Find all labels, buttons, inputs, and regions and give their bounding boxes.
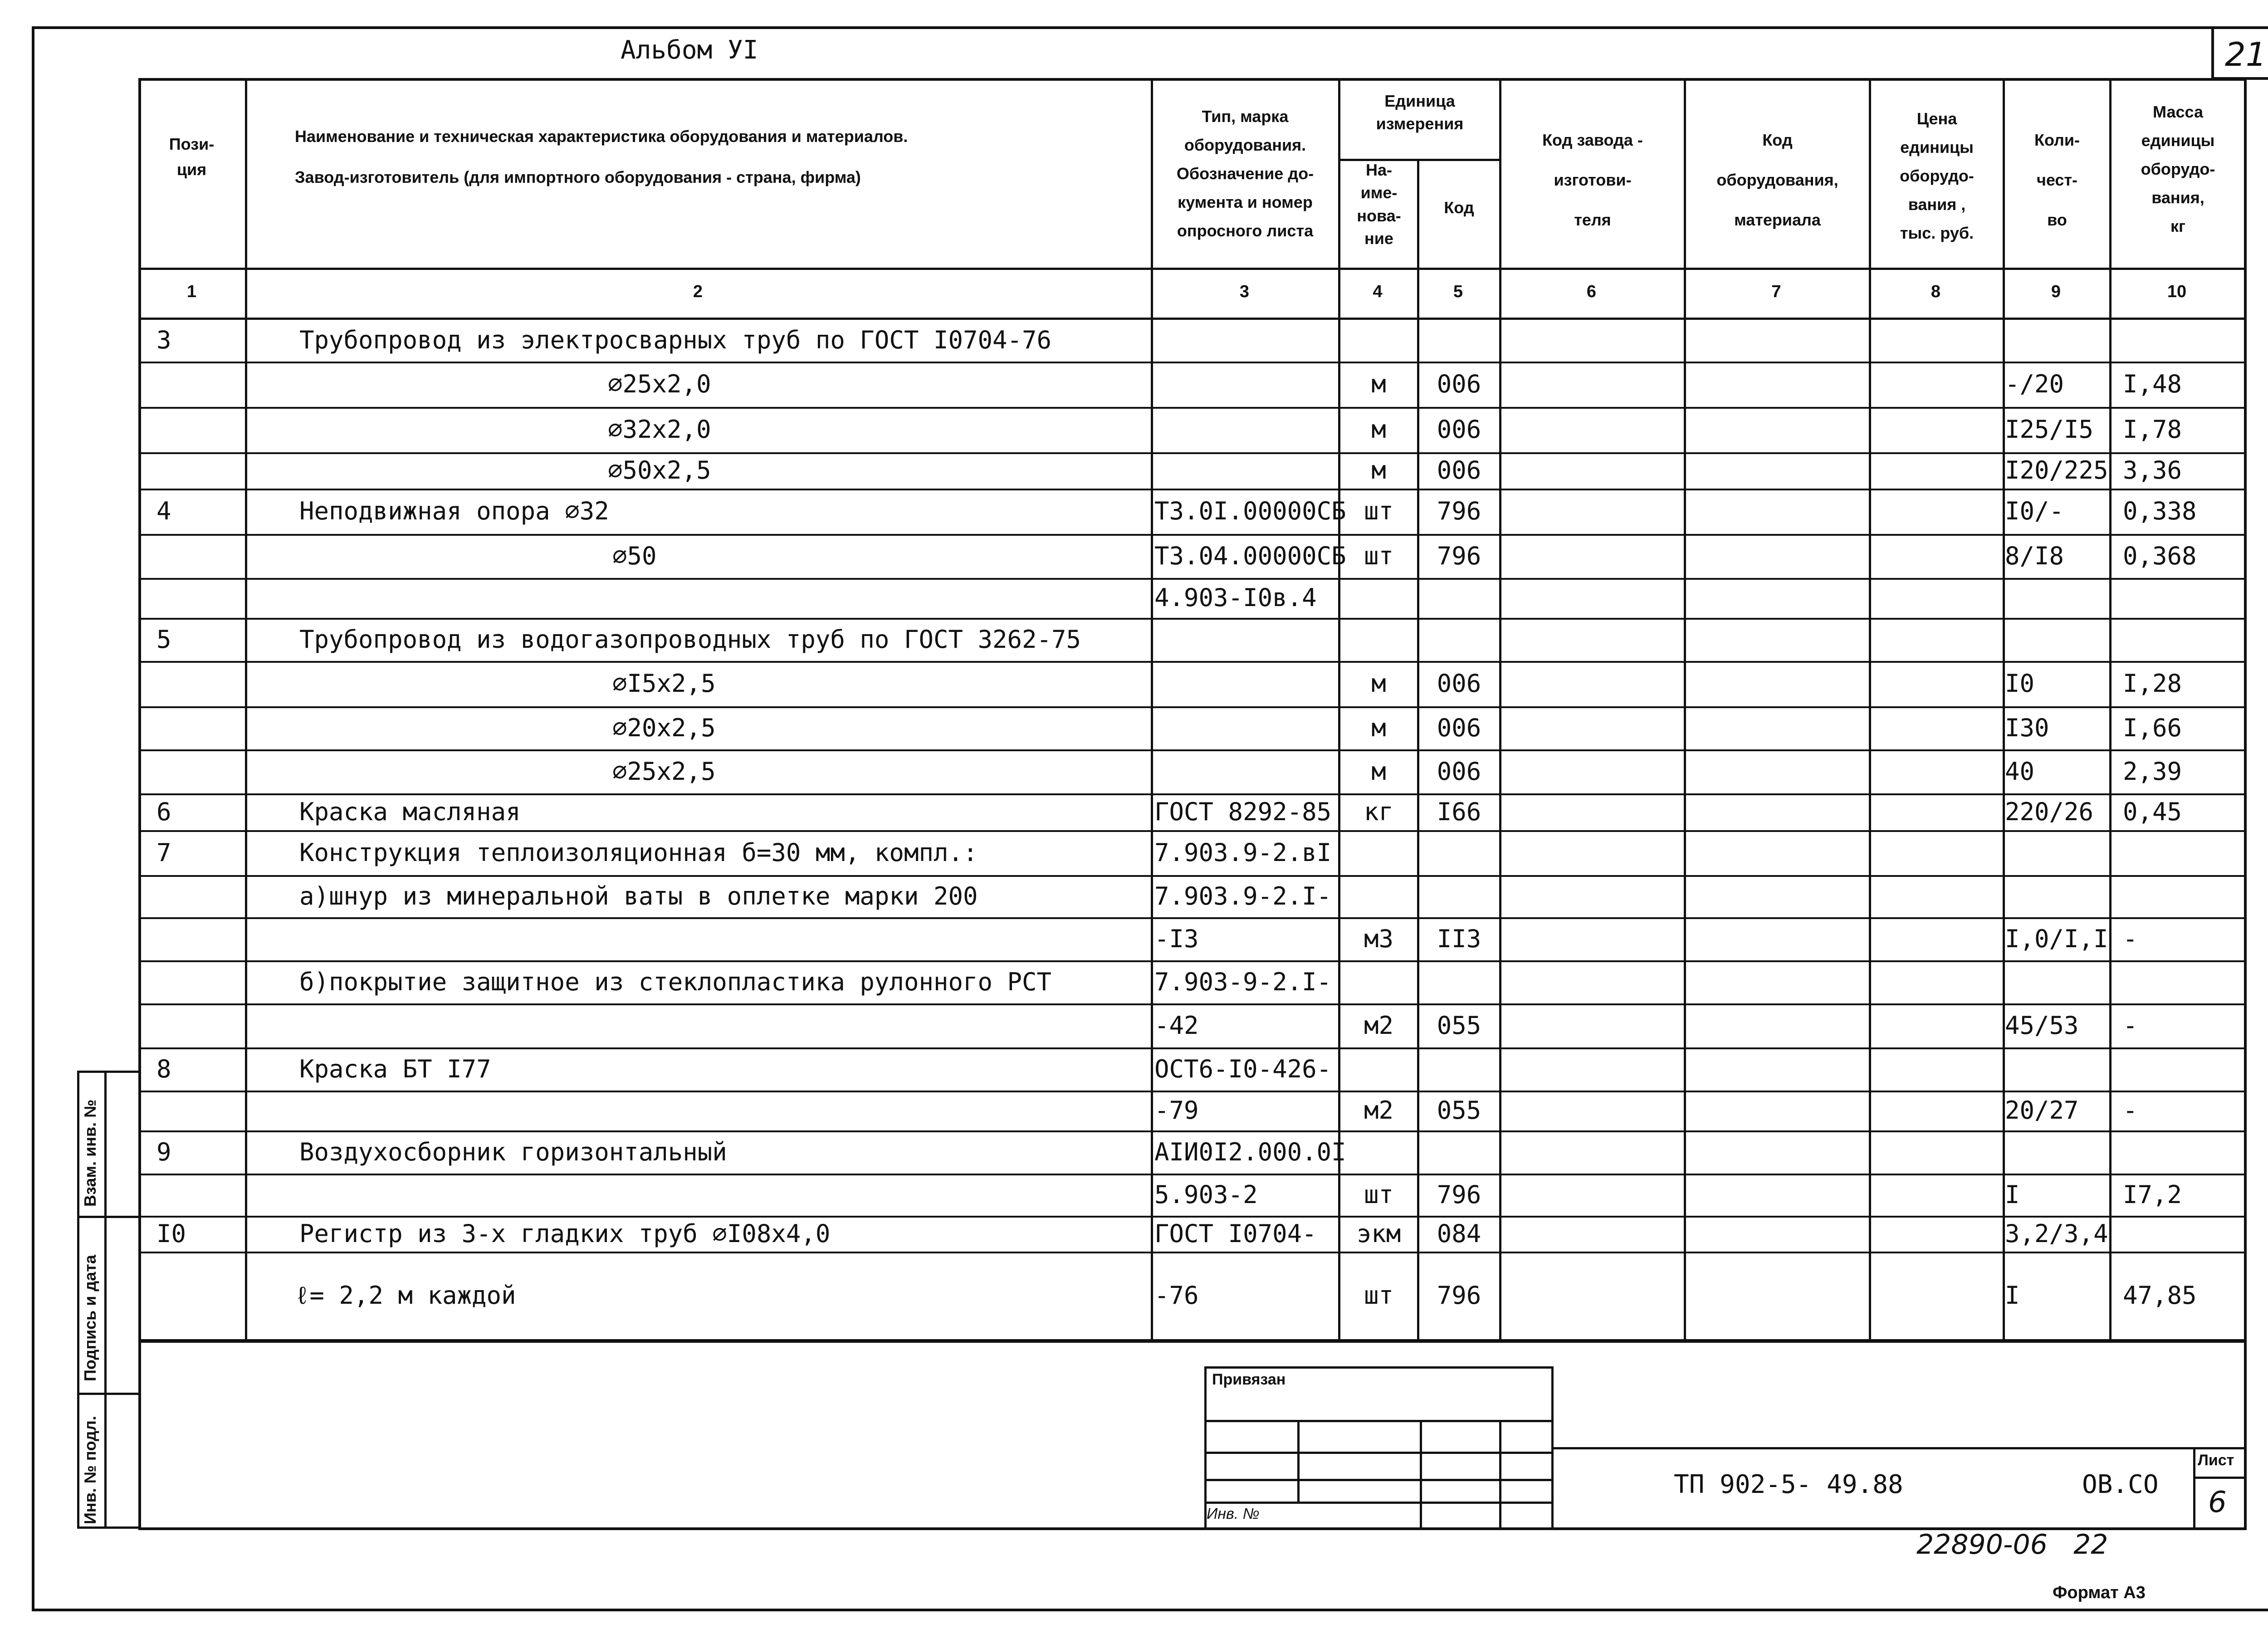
cell-mass: 47,85 bbox=[2123, 1281, 2197, 1310]
doc-code: ТП 902-5- 49.88 bbox=[1674, 1470, 1903, 1499]
cell-type: Т3.04.00000СБ bbox=[1154, 541, 1346, 570]
cell-mass: 0,368 bbox=[2123, 541, 2197, 570]
cell-qty: 40 bbox=[2005, 757, 2035, 786]
cell-pos: 5 bbox=[156, 625, 171, 654]
cell-pos: I0 bbox=[156, 1219, 186, 1248]
cell-type: 7.903-9-2.I- bbox=[1154, 967, 1332, 996]
cell-pos: 9 bbox=[156, 1137, 171, 1166]
cell-unit: м bbox=[1371, 669, 1386, 698]
header-unit-name: На- име- нова- ние bbox=[1357, 161, 1401, 248]
cell-name: ⌀50x2,5 bbox=[608, 456, 711, 484]
cell-code: 006 bbox=[1437, 456, 1481, 484]
cell-name: ⌀20x2,5 bbox=[612, 713, 716, 742]
cell-pos: 8 bbox=[156, 1054, 171, 1083]
cell-name: б)покрытие защитное из стеклопластика рулонного РСТ bbox=[299, 967, 1052, 996]
side-label-replaced-inv: Взам. инв. № bbox=[81, 1099, 99, 1207]
header-unit: Единица измерения bbox=[1376, 92, 1464, 133]
table-row bbox=[0, 1175, 2268, 1217]
cell-code: II3 bbox=[1437, 924, 1481, 953]
cell-unit: м bbox=[1371, 415, 1386, 444]
table-row bbox=[0, 1092, 2268, 1132]
cell-name: Краска масляная bbox=[299, 797, 521, 826]
table-row bbox=[0, 876, 2268, 919]
cell-qty: -/20 bbox=[2005, 370, 2064, 398]
cell-mass: - bbox=[2123, 924, 2138, 953]
cell-name: ⌀32x2,0 bbox=[608, 415, 711, 444]
table-row bbox=[0, 919, 2268, 962]
cell-qty: I0 bbox=[2005, 669, 2035, 698]
header-name: Наименование и техническая характеристика оборудования и материалов. Завод-изготовитель (для импортного оборудования - страна, фирма) bbox=[295, 127, 908, 186]
cell-name: а)шнур из минеральной ваты в оплетке марки 200 bbox=[299, 881, 978, 910]
table-row bbox=[0, 795, 2268, 832]
cell-code: 796 bbox=[1437, 1180, 1481, 1209]
cell-qty: I0/- bbox=[2005, 497, 2064, 525]
cell-type: 7.903.9-2.вI bbox=[1154, 838, 1332, 867]
cell-unit: шт bbox=[1364, 1180, 1394, 1209]
cell-type: -I3 bbox=[1154, 924, 1199, 953]
cell-qty: I bbox=[2005, 1180, 2020, 1209]
cell-code: I66 bbox=[1437, 797, 1481, 826]
cell-qty: 45/53 bbox=[2005, 1011, 2079, 1040]
table-row bbox=[0, 490, 2268, 535]
cell-mass: 0,338 bbox=[2123, 497, 2197, 525]
table-row bbox=[0, 708, 2268, 751]
cell-unit: м bbox=[1371, 713, 1386, 742]
table-row bbox=[0, 662, 2268, 708]
stamp-inv-no: Инв. № bbox=[1207, 1505, 1260, 1522]
cell-qty: 20/27 bbox=[2005, 1096, 2079, 1125]
cell-name: ⌀50 bbox=[612, 541, 657, 570]
cell-qty: I25/I5 bbox=[2005, 415, 2094, 444]
table-row bbox=[0, 1253, 2268, 1340]
side-label-inv-orig: Инв. № подл. bbox=[81, 1416, 99, 1524]
cell-pos: 3 bbox=[156, 325, 171, 354]
cell-type: 7.903.9-2.I- bbox=[1154, 881, 1332, 910]
cell-mass: - bbox=[2123, 1096, 2138, 1125]
cell-unit: экм bbox=[1356, 1219, 1401, 1248]
table-row bbox=[0, 751, 2268, 795]
cell-unit: м bbox=[1371, 456, 1386, 484]
cell-code: 796 bbox=[1437, 497, 1481, 525]
cell-type: 5.903-2 bbox=[1154, 1180, 1258, 1209]
sheet-top-number: 21 bbox=[2225, 35, 2267, 73]
cell-code: 006 bbox=[1437, 669, 1481, 698]
cell-mass: 0,45 bbox=[2123, 797, 2182, 826]
cell-pos: 6 bbox=[156, 797, 171, 826]
header-price: Цена единицы оборудо- вания , тыс. руб. bbox=[1900, 109, 1974, 242]
cell-qty: 8/I8 bbox=[2005, 541, 2064, 570]
table-row bbox=[0, 962, 2268, 1005]
cell-name: ⌀25x2,0 bbox=[608, 370, 711, 398]
cell-mass: 3,36 bbox=[2123, 456, 2182, 484]
cell-mass: I,48 bbox=[2123, 370, 2182, 398]
cell-mass: I,66 bbox=[2123, 713, 2182, 742]
table-row bbox=[0, 408, 2268, 454]
doc-section: ОВ.СО bbox=[2082, 1470, 2159, 1499]
cell-type: ОСТ6-I0-426- bbox=[1154, 1054, 1332, 1083]
header-type: Тип, марка оборудования. Обозначение до- кумента и номер опросного листа bbox=[1176, 107, 1314, 240]
cell-unit: шт bbox=[1364, 541, 1394, 570]
cell-name: ⌀I5x2,5 bbox=[612, 669, 716, 698]
table-row bbox=[0, 320, 2268, 363]
header-position: Пози- ция bbox=[169, 135, 215, 179]
cell-code: 084 bbox=[1437, 1219, 1481, 1248]
cell-mass: I7,2 bbox=[2123, 1180, 2182, 1209]
table-row bbox=[0, 1132, 2268, 1175]
list-number: 6 bbox=[2208, 1486, 2227, 1519]
cell-mass: I,78 bbox=[2123, 415, 2182, 444]
cell-unit: шт bbox=[1364, 497, 1394, 525]
cell-name: Трубопровод из водогазопроводных труб по ГОСТ 3262-75 bbox=[299, 625, 1081, 654]
cell-qty: 220/26 bbox=[2005, 797, 2094, 826]
format-label: Формат А3 bbox=[2053, 1583, 2146, 1602]
cell-type: -76 bbox=[1154, 1281, 1199, 1310]
header-unit-code: Код bbox=[1444, 198, 1474, 217]
cell-qty: 3,2/3,4 bbox=[2005, 1219, 2108, 1248]
cell-unit: шт bbox=[1364, 1281, 1394, 1310]
cell-pos: 4 bbox=[156, 497, 171, 525]
cell-name: ⌀25x2,5 bbox=[612, 757, 716, 786]
table-row bbox=[0, 454, 2268, 490]
cell-type: ГОСТ I0704- bbox=[1154, 1219, 1317, 1248]
cell-pos: 7 bbox=[156, 838, 171, 867]
list-label: Лист bbox=[2198, 1452, 2234, 1469]
header-mass: Масса единицы оборудо- вания, кг bbox=[2141, 103, 2215, 235]
cell-name: Конструкция теплоизоляционная б=30 мм, компл.: bbox=[299, 838, 978, 867]
cell-type: -42 bbox=[1154, 1011, 1199, 1040]
table-row bbox=[0, 832, 2268, 876]
cell-unit: м bbox=[1371, 757, 1386, 786]
table-row bbox=[0, 535, 2268, 579]
table-row bbox=[0, 619, 2268, 662]
stamp-privyazan: Привязан bbox=[1212, 1371, 1286, 1388]
cell-type: ГОСТ 8292-85 bbox=[1154, 797, 1332, 826]
cell-name: Неподвижная опора ⌀32 bbox=[299, 497, 609, 525]
cell-name: Воздухосборник горизонтальный bbox=[299, 1137, 727, 1166]
cell-unit: м2 bbox=[1364, 1096, 1394, 1125]
cell-unit: м3 bbox=[1364, 924, 1394, 953]
cell-qty: I30 bbox=[2005, 713, 2049, 742]
side-label-signature-date: Подпись и дата bbox=[81, 1255, 99, 1381]
cell-unit: м2 bbox=[1364, 1011, 1394, 1040]
cell-qty: I,0/I,I bbox=[2005, 924, 2108, 953]
cell-code: 055 bbox=[1437, 1096, 1481, 1125]
table-row bbox=[0, 1049, 2268, 1092]
cell-code: 796 bbox=[1437, 1281, 1481, 1310]
table-row bbox=[0, 363, 2268, 408]
cell-unit: м bbox=[1371, 370, 1386, 398]
cell-code: 796 bbox=[1437, 541, 1481, 570]
cell-type: -79 bbox=[1154, 1096, 1199, 1125]
cell-mass: I,28 bbox=[2123, 669, 2182, 698]
cell-name: Регистр из 3-х гладких труб ⌀I08x4,0 bbox=[299, 1219, 831, 1248]
cell-type: Т3.0I.00000СБ bbox=[1154, 497, 1346, 525]
cell-mass: - bbox=[2123, 1011, 2138, 1040]
handwritten-number: 22890-06 22 bbox=[1916, 1529, 2108, 1561]
album-title: Альбом УI bbox=[621, 35, 758, 65]
cell-code: 006 bbox=[1437, 415, 1481, 444]
cell-type: АIИ0I2.000.0I bbox=[1154, 1137, 1346, 1166]
table-row bbox=[0, 1005, 2268, 1049]
cell-code: 006 bbox=[1437, 713, 1481, 742]
cell-code: 006 bbox=[1437, 757, 1481, 786]
table-row bbox=[0, 1217, 2268, 1253]
cell-code: 055 bbox=[1437, 1011, 1481, 1040]
cell-type: 4.903-I0в.4 bbox=[1154, 583, 1317, 612]
cell-unit: кг bbox=[1364, 797, 1394, 826]
cell-name: ℓ= 2,2 м каждой bbox=[295, 1281, 516, 1310]
cell-qty: I20/225 bbox=[2005, 456, 2108, 484]
header-equipment-code: Код оборудования, материала bbox=[1716, 131, 1838, 230]
header-factory-code: Код завода - изготови- теля bbox=[1542, 131, 1643, 230]
cell-name: Трубопровод из электросварных труб по ГОСТ I0704-76 bbox=[299, 325, 1052, 354]
cell-code: 006 bbox=[1437, 370, 1481, 398]
cell-qty: I bbox=[2005, 1281, 2020, 1310]
header-quantity: Коли- чест- во bbox=[2034, 131, 2080, 230]
table-row bbox=[0, 579, 2268, 619]
cell-mass: 2,39 bbox=[2123, 757, 2182, 786]
cell-name: Краска БТ I77 bbox=[299, 1054, 491, 1083]
